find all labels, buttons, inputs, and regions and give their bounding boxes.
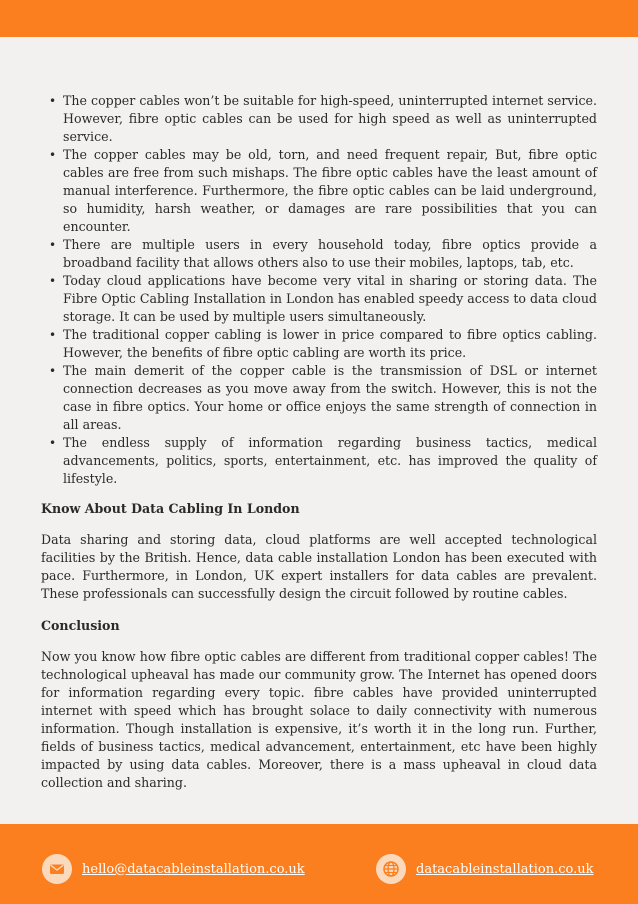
list-item: • Today cloud applications have become very vital in sharing or storing data. The Fibre Optic Cabling Installation in London has enabled speedy access to data cloud storage. It can be used by multiple users simultaneously. (41, 272, 597, 326)
list-item: • There are multiple users in every household today, fibre optics provide a broadband facility that allows others also to use their mobiles, laptops, tab, etc. (41, 236, 597, 272)
globe-icon (376, 854, 406, 884)
benefits-list (41, 92, 597, 488)
email-contact[interactable] (42, 854, 305, 884)
section-body-conclusion: Now you know how fibre optic cables are different from traditional copper cables! The technological upheaval has made our community grow. The Internet has opened doors for information regarding every topic. fibre cables have provided uninterrupted internet with speed which has brought solace to daily connectivity with numerous information. Though installation is expensive, it’s worth it in the long run. Further, fields of business tactics, medical advancement, entertainment, etc have been highly impacted by using data cables. Moreover, there is a mass upheaval in cloud data collection and sharing. (41, 649, 597, 790)
section-heading-conclusion: Conclusion (41, 618, 120, 633)
mail-icon (42, 854, 72, 884)
list-item: • The main demerit of the copper cable is the transmission of DSL or internet connection decreases as you move away from the switch. However, this is not the case in fibre optics. Your home or office enjoys the same strength of connection in all areas. (41, 362, 597, 434)
top-accent-bar (0, 0, 638, 37)
footer-bar (0, 824, 638, 904)
document-body (41, 92, 597, 806)
website-link[interactable]: datacableinstallation.co.uk (416, 861, 594, 877)
email-link[interactable]: hello@datacableinstallation.co.uk (82, 861, 305, 877)
section-body-data-cabling: Data sharing and storing data, cloud platforms are well accepted technological facilities by the British. Hence, data cable installation London has been executed with pace. Furthermore, in London, UK expert installers for data cables are prevalent. These professionals can successfully design the circuit followed by routine cables. (41, 532, 597, 601)
section-heading-data-cabling: Know About Data Cabling In London (41, 501, 300, 516)
website-contact[interactable] (376, 854, 593, 884)
list-item: • The endless supply of information regarding business tactics, medical advancements, politics, sports, entertainment, etc. has improved the quality of lifestyle. (41, 434, 597, 488)
list-item: • The copper cables may be old, torn, and need frequent repair, But, fibre optic cables are free from such mishaps. The fibre optic cables have the least amount of manual interference. Furthermore, the fibre optic cables can be laid underground, so humidity, harsh weather, or damages are rare possibilities that you can encounter. (41, 146, 597, 236)
list-item: • The traditional copper cabling is lower in price compared to fibre optics cabling. However, the benefits of fibre optic cabling are worth its price. (41, 326, 597, 362)
list-item: • The copper cables won’t be suitable for high-speed, uninterrupted internet service. However, fibre optic cables can be used for high speed as well as uninterrupted service. (41, 92, 597, 146)
